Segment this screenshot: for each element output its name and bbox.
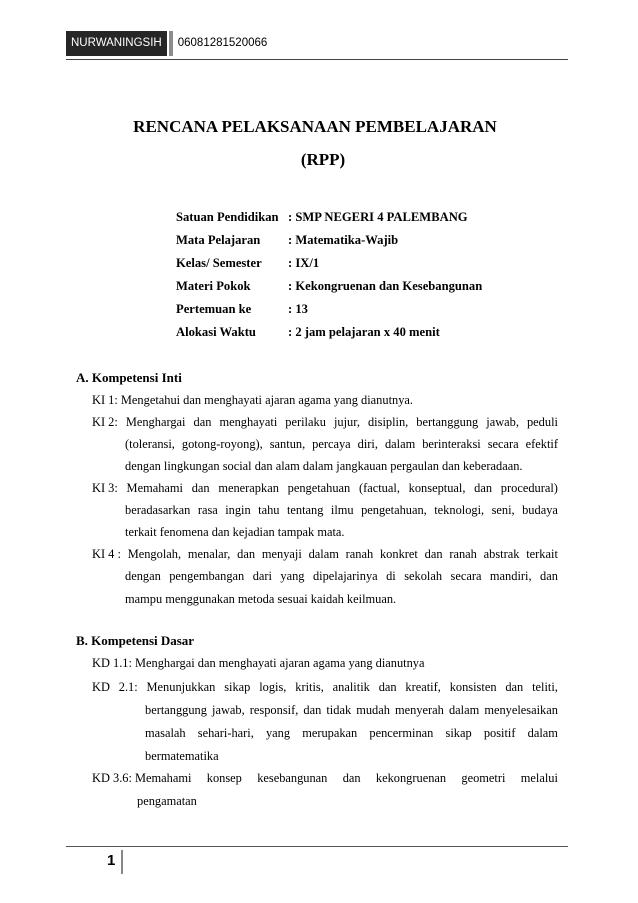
word: dan (474, 481, 493, 495)
kd21-line3 (145, 726, 558, 741)
word: di (386, 569, 396, 583)
author-name: NURWANINGSIH (66, 31, 167, 56)
word: disiplin, (367, 415, 409, 429)
word: jawab, (212, 703, 245, 717)
word: konseptual, (408, 481, 466, 495)
word: KI 2: (92, 415, 118, 429)
ki4-line3: mampu menggunakan metoda sesuai kaidah keilmuan. (125, 592, 397, 606)
word: sekolah (404, 569, 443, 583)
word: dalam (308, 547, 339, 561)
identity-row (176, 233, 576, 256)
word: menalar, (187, 547, 231, 561)
word: tentang (286, 503, 324, 517)
word: dan (505, 680, 524, 694)
word: KI 3: (92, 481, 118, 495)
word: ilmu (330, 503, 354, 517)
word: perilaku (285, 415, 326, 429)
word: percaya (312, 437, 351, 451)
kd36-line1 (92, 771, 558, 786)
word: dipelajarinya (312, 569, 378, 583)
word: kekongruenan (375, 771, 447, 785)
ki2-line3: dengan lingkungan social dan alam dalam jangkauan pergaulan dan keberadaan. (125, 459, 523, 473)
word: mandiri, (489, 569, 532, 583)
word: kritis, (295, 680, 324, 694)
word: dalam (448, 703, 480, 717)
word: melalui (520, 771, 558, 785)
word: kesebangunan (257, 771, 328, 785)
word: mudah (356, 703, 390, 717)
word: gotong-royong), (181, 437, 263, 451)
word: Memahami (126, 481, 183, 495)
identity-label: Materi Pokok (176, 279, 251, 293)
identity-row (176, 302, 576, 325)
word: menyelesaikan (484, 703, 558, 717)
identity-row (176, 256, 576, 279)
word: positif (483, 726, 516, 740)
ki4-line2 (125, 569, 558, 584)
word: menghayati (219, 415, 278, 429)
word: peduli (526, 415, 558, 429)
word: seni, (491, 503, 515, 517)
word: secara (450, 569, 482, 583)
word: geometri (461, 771, 506, 785)
page-number: 1 (107, 852, 116, 869)
word: teknologi, (434, 503, 485, 517)
word: bertanggung (145, 703, 207, 717)
word: yang (280, 569, 305, 583)
identity-value: : Matematika-Wajib (288, 233, 399, 247)
ki2-line2 (125, 437, 558, 452)
word: berinteraksi (422, 437, 481, 451)
kd21-line1 (92, 680, 558, 695)
word: dan (303, 703, 322, 717)
word: konsisten (449, 680, 497, 694)
word: budaya (522, 503, 558, 517)
word: dan (193, 415, 212, 429)
word: santun, (269, 437, 306, 451)
word: masalah (145, 726, 186, 740)
word: dengan (125, 569, 161, 583)
document-subtitle: (RPP) (300, 150, 346, 169)
word: dan (378, 680, 397, 694)
identity-label: Mata Pelajaran (176, 233, 261, 247)
ki3-line2 (125, 503, 558, 518)
word: pengetahuan (287, 481, 351, 495)
identity-value: : IX/1 (288, 256, 320, 270)
word: terkait (526, 547, 558, 561)
word: KD (92, 680, 110, 694)
word: tidak (326, 703, 352, 717)
word: analitik (332, 680, 370, 694)
word: KD 3.6: Memahami (92, 771, 192, 785)
ki3-line1 (92, 481, 558, 496)
word: procedural) (500, 481, 558, 495)
word: jawab, (486, 415, 519, 429)
word: dan (342, 771, 361, 785)
word: (toleransi, (125, 437, 175, 451)
word: pengetahuan, (361, 503, 427, 517)
word: responsif, (249, 703, 299, 717)
document-title: RENCANA PELAKSANAAN PEMBELAJARAN (133, 117, 497, 136)
kd21-line4: bermatematika (145, 749, 219, 763)
identity-value: : SMP NEGERI 4 PALEMBANG (288, 210, 468, 224)
identity-row (176, 279, 576, 302)
word: tahu (258, 503, 280, 517)
ki1-text: KI 1: Mengetahui dan menghayati ajaran agama yang dianutnya. (92, 393, 414, 407)
identity-value: : 2 jam pelajaran x 40 menit (288, 325, 440, 339)
word: dalam (384, 437, 416, 451)
ki4-line1 (92, 547, 558, 562)
word: merupakan (302, 726, 358, 740)
word: efektif (525, 437, 558, 451)
word: dan (191, 481, 210, 495)
word: pencerminan (369, 726, 434, 740)
word: ingin (225, 503, 251, 517)
kd21-line2 (145, 703, 558, 718)
identity-table (176, 210, 576, 348)
author-phone: 06081281520066 (177, 37, 268, 49)
word: sikap (445, 726, 472, 740)
ki3-line3: terkait fenomena dan kejadian tampak mata. (125, 525, 345, 539)
identity-label: Alokasi Waktu (176, 325, 256, 339)
section-a-heading: A. Kompetensi Inti (76, 370, 182, 385)
word: KI 4 : (92, 547, 121, 561)
word: rasa (197, 503, 218, 517)
word: kreatif, (405, 680, 441, 694)
word: dalam (527, 726, 558, 740)
identity-label: Kelas/ Semester (176, 256, 262, 270)
identity-label: Satuan Pendidikan (176, 210, 279, 224)
word: menyaji (261, 547, 302, 561)
identity-row (176, 210, 576, 233)
word: (factual, (358, 481, 400, 495)
word: Menghargai (125, 415, 186, 429)
word: sikap (224, 680, 251, 694)
ki2-line1 (92, 415, 558, 430)
word: logis, (259, 680, 287, 694)
section-b-heading: B. Kompetensi Dasar (76, 633, 195, 648)
identity-value: : Kekongruenan dan Kesebangunan (288, 279, 483, 293)
word: dan (237, 547, 256, 561)
word: konkret (379, 547, 418, 561)
word: secara (487, 437, 519, 451)
identity-value: : 13 (288, 302, 308, 316)
word: ranah (345, 547, 374, 561)
word: dari (252, 569, 272, 583)
word: diri, (357, 437, 378, 451)
word: teliti, (532, 680, 558, 694)
page-number-bar (121, 850, 123, 874)
word: ranah (449, 547, 477, 561)
word: dan (424, 547, 443, 561)
header-rule (66, 59, 568, 60)
word: menyerah (395, 703, 444, 717)
word: jujur, (333, 415, 360, 429)
word: dan (540, 569, 558, 583)
word: konsep (206, 771, 242, 785)
word: yang (265, 726, 291, 740)
identity-row (176, 325, 576, 348)
word: bertanggung (416, 415, 479, 429)
identity-label: Pertemuan ke (176, 302, 252, 316)
word: menerapkan (218, 481, 279, 495)
kd36-line2: pengamatan (137, 794, 197, 808)
footer-rule (66, 846, 568, 847)
running-header (66, 31, 267, 56)
word: Mengolah, (127, 547, 182, 561)
word: pengembangan (169, 569, 245, 583)
word: beradasarkan (125, 503, 191, 517)
word: sehari-hari, (197, 726, 254, 740)
kd11-text: KD 1.1: Menghargai dan menghayati ajaran agama yang dianutnya (92, 656, 425, 670)
word: 2.1: (118, 680, 138, 694)
word: Menunjukkan (146, 680, 216, 694)
word: abstrak (483, 547, 520, 561)
